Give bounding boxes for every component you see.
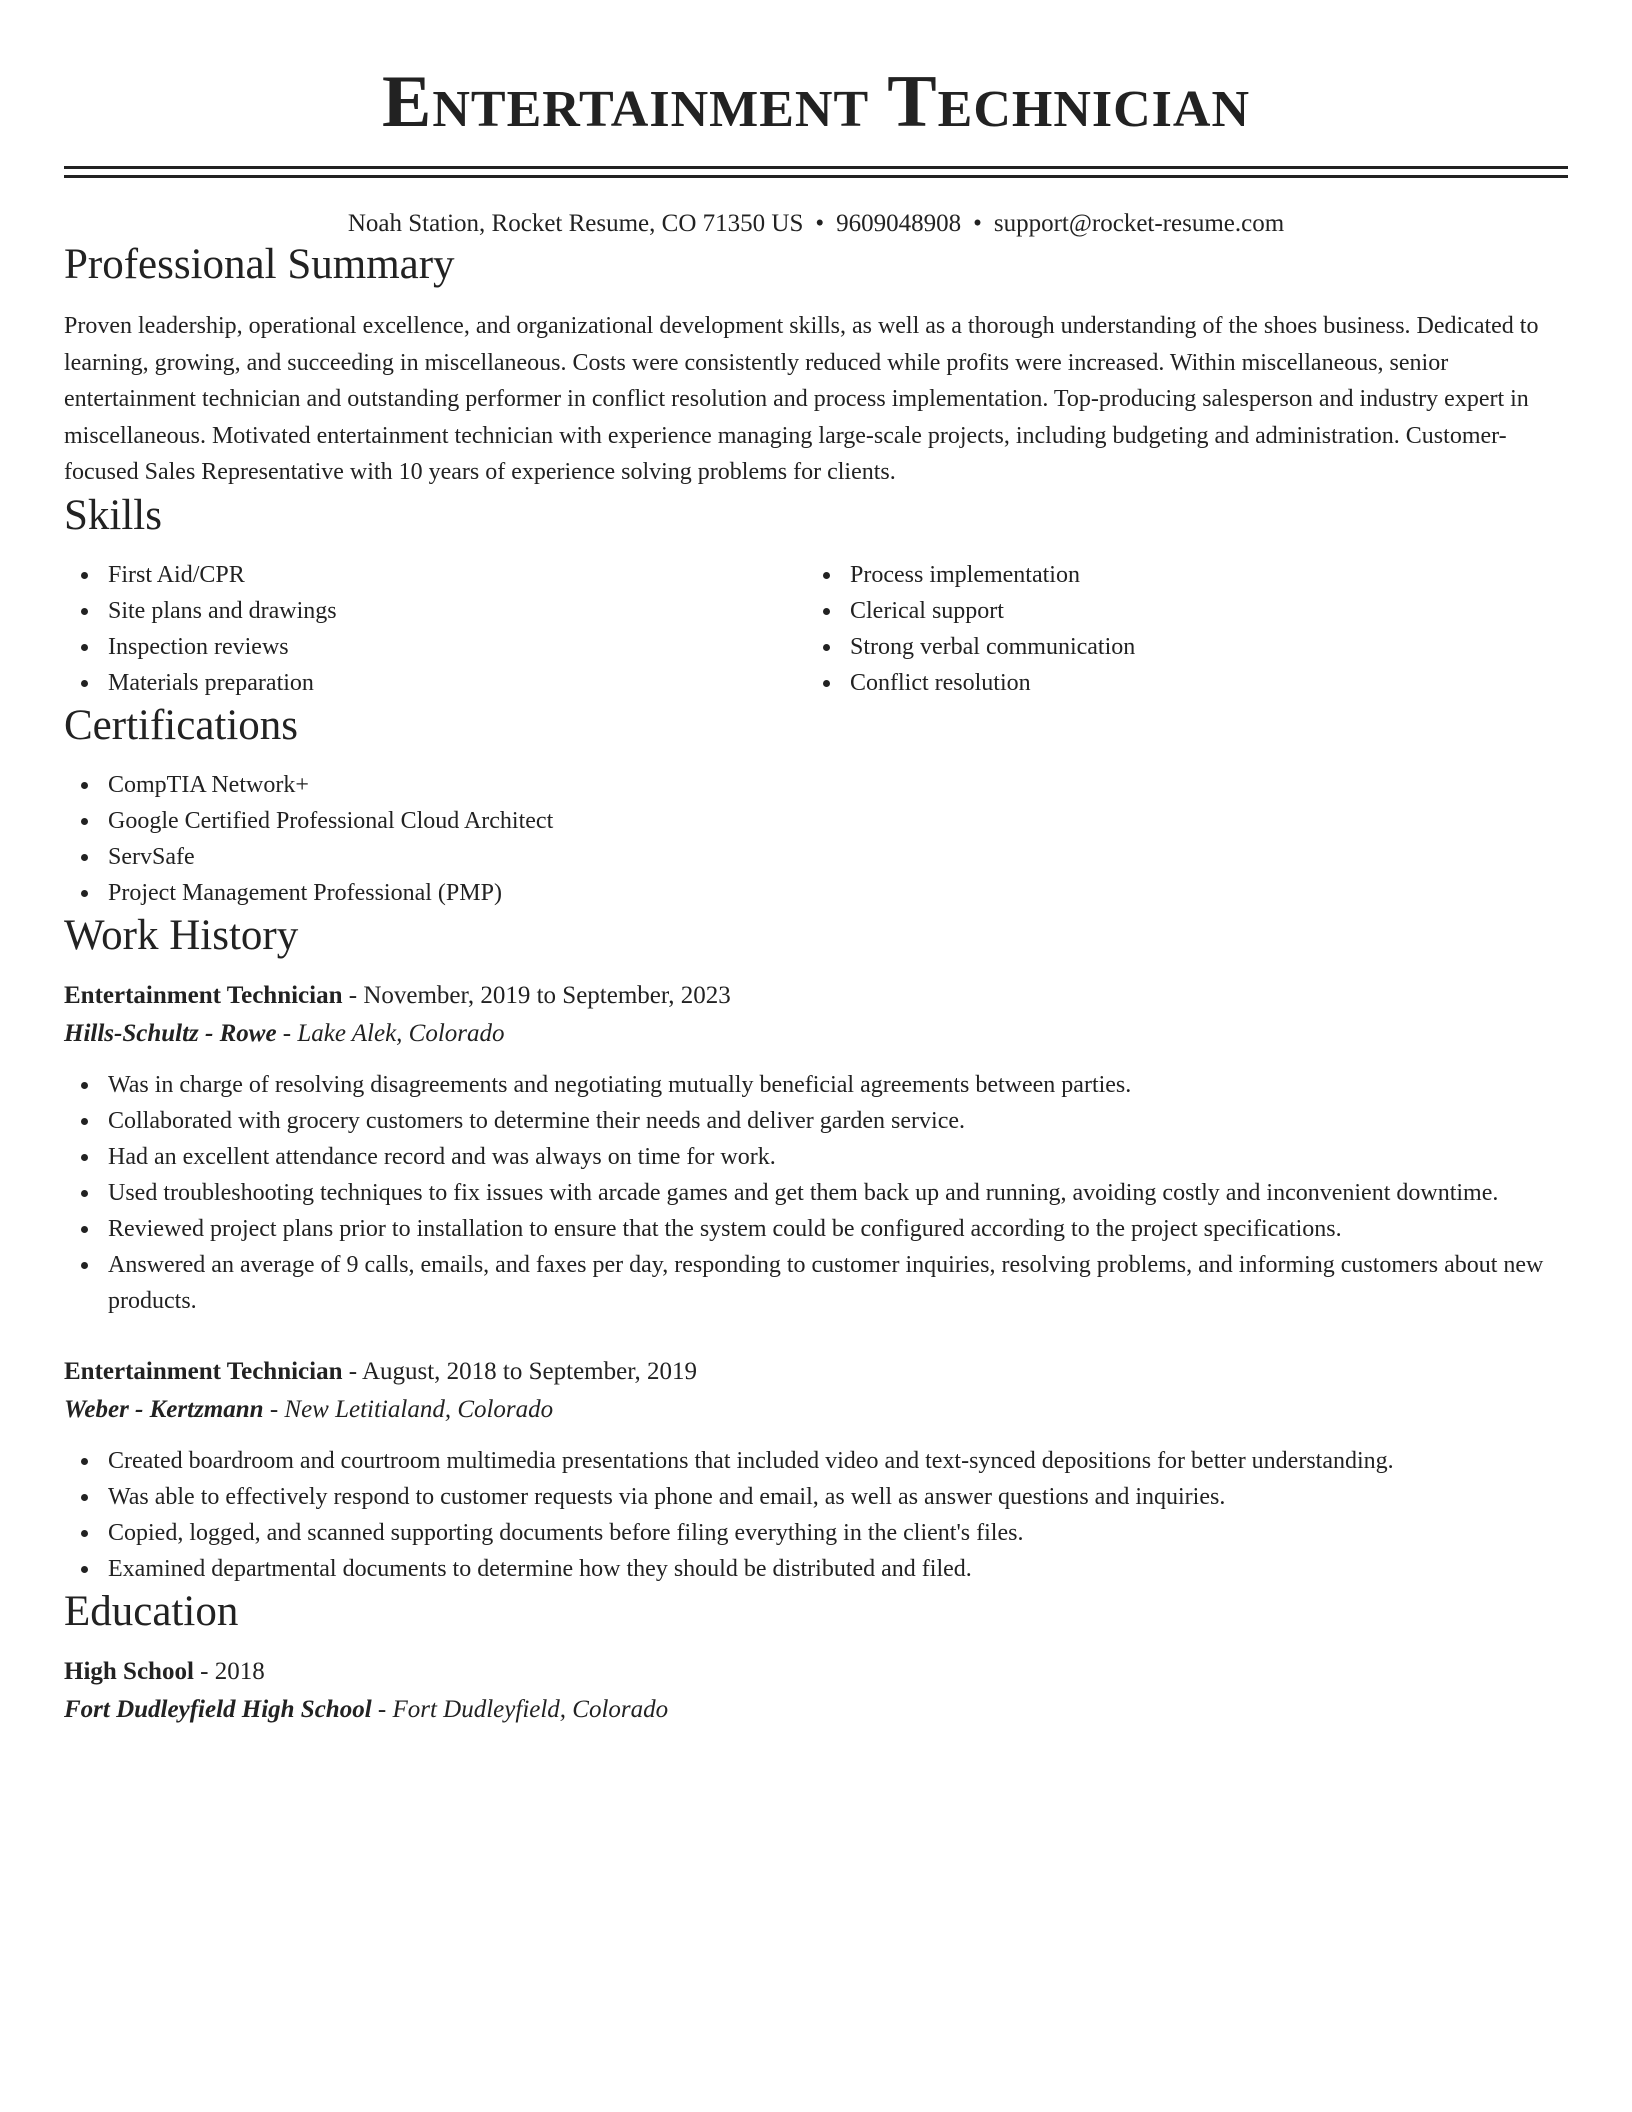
job-bullet: Created boardroom and courtroom multimedia presentations that included video and text-synced depositions for better understanding. (64, 1443, 1568, 1479)
work-history-heading: Work History (64, 911, 299, 959)
skills-list-right (806, 557, 1548, 701)
contact-separator: • (973, 210, 982, 237)
job-entry (64, 977, 1568, 1319)
job-location: - New Letitialand, Colorado (263, 1395, 554, 1423)
job-dates: - November, 2019 to September, 2023 (342, 981, 731, 1009)
certification-item: Project Management Professional (PMP) (64, 875, 1568, 911)
certification-item: ServSafe (64, 839, 1568, 875)
job-bullet: Was able to effectively respond to customer requests via phone and email, as well as answer questions and inquiries. (64, 1479, 1568, 1515)
job-location: - Lake Alek, Colorado (276, 1019, 505, 1047)
title-rule-top (64, 166, 1568, 169)
job-title: Entertainment Technician (64, 1357, 343, 1385)
job-entry (64, 1353, 1568, 1587)
skill-item: Site plans and drawings (64, 593, 806, 629)
contact-address: Noah Station, Rocket Resume, CO 71350 US (347, 210, 804, 237)
job-title: Entertainment Technician (64, 981, 343, 1009)
certifications-heading: Certifications (64, 701, 299, 749)
contact-phone: 9609048908 (836, 210, 962, 237)
certifications-list (64, 767, 1568, 911)
certification-item: CompTIA Network+ (64, 767, 1568, 803)
skill-item: First Aid/CPR (64, 557, 806, 593)
job-company: Hills-Schultz - Rowe (64, 1019, 277, 1047)
skill-item: Materials preparation (64, 665, 806, 701)
education-degree: High School (64, 1657, 194, 1685)
skill-item: Strong verbal communication (806, 629, 1548, 665)
contact-separator: • (815, 210, 825, 237)
job-company-line (64, 1015, 1568, 1053)
job-company: Weber - Kertzmann (64, 1395, 264, 1423)
job-dates: - August, 2018 to September, 2019 (342, 1357, 698, 1385)
title-rule-bottom (64, 175, 1568, 178)
job-bullet: Had an excellent attendance record and was always on time for work. (64, 1139, 1568, 1175)
job-bullet-list (64, 1067, 1568, 1319)
summary-heading: Professional Summary (64, 241, 455, 288)
skill-item: Conflict resolution (806, 665, 1548, 701)
skills-heading: Skills (64, 491, 162, 539)
job-bullet: Copied, logged, and scanned supporting documents before filing everything in the client's files. (64, 1515, 1568, 1551)
skill-item: Inspection reviews (64, 629, 806, 665)
education-entry (64, 1653, 1568, 1729)
contact-email[interactable]: support@rocket-resume.com (993, 210, 1285, 237)
skill-item: Process implementation (806, 557, 1548, 593)
education-location: - Fort Dudleyfield, Colorado (371, 1695, 669, 1723)
job-bullet-list (64, 1443, 1568, 1587)
skills-grid (64, 557, 1568, 701)
education-school-line (64, 1691, 1568, 1729)
job-bullet: Was in charge of resolving disagreements and negotiating mutually beneficial agreements between parties. (64, 1067, 1568, 1103)
job-bullet: Used troubleshooting techniques to fix issues with arcade games and get them back up and running, avoiding costly and inconvenient downtime. (64, 1175, 1568, 1211)
contact-line (64, 208, 1568, 240)
job-bullet: Answered an average of 9 calls, emails, and faxes per day, responding to customer inquiries, resolving problems, and informing customers about new products. (64, 1247, 1568, 1319)
summary-text: Proven leadership, operational excellence, and organizational development skills, as well as a thorough understanding of the shoes business. Dedicated to learning, growing, and succeeding in miscellaneous. Costs were consistently reduced while profits were increased. Within miscellaneous, senior entertainment technician and outstanding performer in conflict resolution and process implementation. Top-producing salesperson and industry expert in miscellaneous. Motivated entertainment technician with experience managing large-scale projects, including budgeting and administration. Customer-focused Sales Representative with 10 years of experience solving problems for clients. (64, 313, 1539, 485)
certification-item: Google Certified Professional Cloud Architect (64, 803, 1568, 839)
skills-list-left (64, 557, 806, 701)
job-title-line (64, 977, 1568, 1015)
job-title-line (64, 1353, 1568, 1391)
education-year: - 2018 (193, 1657, 265, 1685)
job-bullet: Reviewed project plans prior to installation to ensure that the system could be configured according to the project specifications. (64, 1211, 1568, 1247)
education-heading: Education (64, 1587, 239, 1635)
skill-item: Clerical support (806, 593, 1548, 629)
job-bullet: Examined departmental documents to determine how they should be distributed and filed. (64, 1551, 1568, 1587)
education-degree-line (64, 1653, 1568, 1691)
education-school: Fort Dudleyfield High School (64, 1695, 372, 1723)
job-bullet: Collaborated with grocery customers to determine their needs and deliver garden service. (64, 1103, 1568, 1139)
job-company-line (64, 1391, 1568, 1429)
resume-title: Entertainment Technician (381, 61, 1251, 143)
